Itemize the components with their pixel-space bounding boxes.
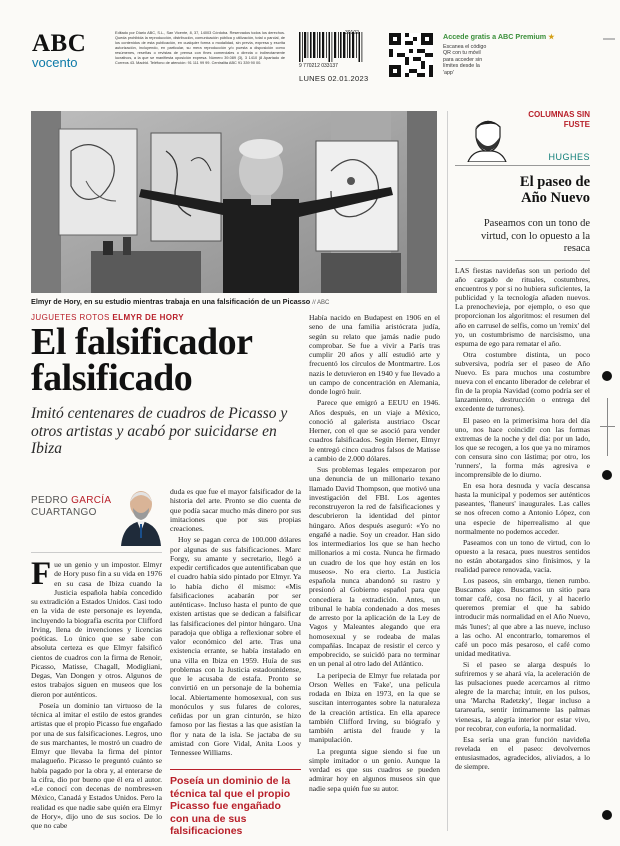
- article-paragraph-text: La pregunta sigue siendo si fue un simple imitador o un genio. Aunque la verdad es que sus cuadros se pueden admirar hoy en algunos museos sin que nadie sepa quién fue su autor.: [309, 746, 440, 793]
- main-photo: [31, 111, 437, 293]
- article-paragraph: [31, 701, 162, 831]
- premium-text: Escanea el código QR con tu móvil para acceder sin límites desde la 'app': [443, 44, 487, 76]
- article-paragraph: [31, 556, 162, 699]
- masthead: [0, 0, 620, 108]
- column-paragraph: [455, 538, 590, 574]
- column-paragraph-text: Los paseos, sin embargo, tienen rumbo. Buscamos algo. Buscamos un sitio para tomar café, cosa no fácil, y al hacerlo queremos premiar el que ha sabido introducir más normalidad en el Año Nuevo, más 'lunes'; al que abre a las nueve, incluso a las ocho. Al encontrarlo, tomaremos el café un poco más pesaroso, el café como unidad meditativa.: [455, 576, 590, 658]
- photo-caption-text: Elmyr de Hory, en su estudio mientras trabaja en una falsificación de un Picasso: [31, 297, 311, 306]
- rule: [455, 260, 590, 261]
- article-paragraph: [309, 398, 440, 463]
- article-paragraph: [309, 747, 440, 793]
- article-paragraph: [170, 535, 301, 757]
- photo-caption: [31, 297, 437, 306]
- rule: [170, 769, 301, 770]
- star-icon: ★: [548, 32, 555, 41]
- article-paragraph-text: Poseía un dominio tan virtuoso de la técnica al imitar el estilo de estos grandes artistas que el propio Picasso fue engañado por una de sus falsificaciones. Legros, uno de sus marchantes, le mostró un cuadro de Elmyr que llevaba la firma del pintor malagueño. Picasso le preguntó cuánto se había pagado por la obra y, al enterarse de la cifra, dio por bueno que él era el autor. «Le conocí con decenas de nombres»en México, Canadá y Estados Unidos. Pero la realidad es que nadie sabe quién era Elmyr de Hory», dijo uno de sus socios. De lo que no cabe: [31, 700, 162, 830]
- rule: [455, 165, 590, 166]
- column-paragraph-text: Esa sería una gran función navideña revelada en el paseo: devolvernos entusiasmados, agradecidos, aliviados, a lo de siempre.: [455, 734, 590, 771]
- abc-logo: ABC: [32, 30, 87, 57]
- column-paragraph-text: LAS fiestas navideñas son un periodo del año cargado de rituales, costumbres, encuentros y por si no hubiera suficientes, la publicidad y la tecnología añaden nuevos. La prenochevieja, por ejemplo, o eso que proporcionan los algoritmos: el resumen del año en carrusel de selfis, como un 'remix' del yo, un costumbrismo de narcisismo, una espuma de ego para rematar el año.: [455, 266, 590, 348]
- column-paragraph: [455, 576, 590, 658]
- kicker-grey: JUGUETES ROTOS: [31, 313, 110, 322]
- column-section-label: COLUMNAS SIN FUSTE: [528, 110, 590, 129]
- barcode-number: 9 770212 033137: [299, 63, 338, 69]
- issue-date: LUNES 02.01.2023: [299, 74, 369, 83]
- column-paragraph: [455, 735, 590, 771]
- article-paragraph: [309, 671, 440, 745]
- article-paragraph: [170, 487, 301, 533]
- photo-credit: // ABC: [312, 300, 330, 306]
- byline: [31, 495, 131, 519]
- legal-notice: Editado por Diario ABC, S.L., San Vicente, 8, 37, 14003 Córdoba. Reservados todos los derechos. Queda prohibida la reproducción, distribución, comunicación pública y utilización, total o parcial, de los contenidos de esta publicación, en cualquier forma o modalidad, sin previa, expresa y escrita autorización, incluyendo, en particular, su mera reproducción y/o puesta a disposición como resúmenes, reseñas o revistas de prensa con fines comerciales o directa o indirectamente lucrativos, a la que se manifiesta oposición expresa. Número 39.089 (3), 3 1410 (8 Apartado de Correos 43. Madrid. Teléfono de atención: 91 111 99 99. Centralita ABC 91 339 90 00.: [115, 31, 285, 65]
- column-paragraph-text: El paseo en la primerísima hora del día uno, nos hace coincidir con las formas extremas de la noche y del día: por un lado, los que se recogen, a los que ya no miramos con censura sino con lástima; por otro, los 'runners', la forma más agresiva e incomprensible de lo diurno.: [455, 415, 590, 480]
- premium-title: [443, 32, 555, 41]
- author-portrait: [119, 486, 163, 546]
- article-paragraph-text: Parece que emigró a EEUU en 1946. Años después, en un viaje a México, conoció al galerista austriaco Oscar Herner, con el que se asoció para vender cuadros falsificados. Según Herner, Elmyr le entregó cinco cuadros falsos de Matisse a cambio de 2.000 dólares.: [309, 398, 440, 463]
- margin-marks: [599, 0, 620, 846]
- dropcap: F: [31, 556, 52, 592]
- article-paragraph-text: ue un genio y un impostor. Elmyr de Hory puso fin a su vida en 1976 en su casa de Ibiza cuando la Justicia española había concedido su extradición a Estados Unidos. Casi todo en la vida de este personaje es leyenda, incluyendo la biografía escrita por Clifford Irving, llena de invenciones y licencias poéticas. Lo único que se sabe con absoluta certeza es que Elmyr falsificó cientos de cuadros con la firma de Renoir, Picasso, Matisse, Chagall, Modigliani, Degas, Van Dongen y otros. Algunos de estos trabajos siguen en museos que los dieron por auténticos.: [31, 560, 162, 699]
- article-paragraph-text: duda es que fue el mayor falsificador de la historia del arte. Pronto se dio cuenta de que podía sacar mucho más dinero por sus imitaciones que por sus propias creaciones.: [170, 487, 301, 533]
- column-body: [455, 266, 590, 773]
- column-paragraph: [455, 350, 590, 414]
- article-title: El falsificador falsificado: [31, 321, 252, 399]
- byline-first: PEDRO: [31, 495, 69, 506]
- column-subtitle: Paseamos con un tono de virtud, con lo opuesto a la resaca: [480, 218, 590, 254]
- column-paragraph: [455, 266, 590, 348]
- column-paragraph: [455, 481, 590, 536]
- column-paragraph: [455, 416, 590, 480]
- rule: [31, 552, 162, 553]
- article-deck: Imitó centenares de cuadros de Picasso y otros artistas y acabó por suicidarse en Ibiza: [31, 405, 288, 457]
- article-paragraph: [309, 465, 440, 669]
- registration-dot: [602, 371, 612, 381]
- column-paragraph-text: Si el paseo se alarga después lo sufriremos y se ahará vía, la aceleración de las pulsaciones puede acercarnos al ritmo alegre de la marcha; intuir, en los pulsos, una 'Marcha Radetzky', llegar incluso a tararearla, sentir íntimamente las palmas vienesas, la alegría interior por estar vivo, por recobrar, con euforia, la normalidad.: [455, 659, 590, 733]
- column-paragraph: [455, 660, 590, 733]
- column-divider: [447, 111, 448, 831]
- article-paragraph-text: Hoy se pagan cerca de 100.000 dólares por algunas de sus falsificaciones. Marc Forgy, su amante y secretario, llegó a expedir certificados que autentificaban que el cuadro había sido pintado por Elmyr. Ya lo había dicho él mismo: «Mis falsificaciones acabarán por ser auténticas». Incluso hasta el punto de que existen artistas que se dedican a falsificar las falsificaciones del pintor húngaro. Una paradoja que obliga a reflexionar sobre el valor económico del arte. Tras una existencia errante, se había instalado en una villa en Ibiza en 1959. Huía de sus problemas con la Justicia estadounidense, que le acusaba de estafa. Pronto se convirtió en un personaje de la bohemia local. Abiertamente homosexual, con sus monóculos y sus fulares de colores, ceñidas por un gran cinturón, se hizo famoso por las fiestas a las que asistían la flor y nata de la isla. Se jactaba de su amistad con Gore Vidal, Anita Loos y Tennessee Williams.: [170, 535, 301, 757]
- byline-last: GARCÍA: [71, 495, 112, 506]
- article-col-2: [170, 487, 301, 759]
- article-col-1: [31, 556, 162, 832]
- article-paragraph: [309, 313, 440, 396]
- kicker-red: ELMYR DE HORY: [112, 313, 184, 322]
- pull-quote: Poseía un dominio de la técnica tal que el propio Picasso fue engañado con una de sus falsificaciones: [170, 775, 291, 837]
- qr-code[interactable]: [389, 33, 433, 77]
- registration-dot: [602, 470, 612, 480]
- column-paragraph-text: Otra costumbre distinta, un poco subversiva, podría ser el paseo de Año Nuevo. Es para muchos una costumbre nueva con el encanto liberador de celebrar el fin de la propia Navidad (como podría ser el lanzamiento, destrucción o entrega del excedente de turrones).: [455, 349, 590, 414]
- barcode-side-number: 30102: [345, 30, 359, 36]
- premium-title-text: Accede gratis a ABC Premium: [443, 32, 547, 41]
- column-title: El paseo de Año Nuevo: [519, 174, 590, 206]
- article-paragraph-text: La peripecia de Elmyr fue relatada por Orson Welles en 'Fake', una película rodada en Ibiza en 1973, en la que se suscitan interrogantes sobre la naturaleza de la creación artística. En ella aparece también Clifford Irving, su biógrafo y también artista del fraude y la manipulación.: [309, 670, 440, 745]
- column-author: HUGHES: [548, 152, 590, 162]
- article-paragraph-text: Sus problemas legales empezaron por una denuncia de un millonario texano llamado David Thompson, que motivó una investigación del FBI. Los agentes reconstruyeron la red de falsificaciones y descubrieron la identidad del pintor húngaro. Años después aseguró: «Yo no engañé a nadie. Soy un creador. Han sido los intermediarios los que se han hecho millonarios a mi costa. Nunca he firmado un cuadro de los que hoy están en los museos». No era cierto. La Justicia española nunca abandonó su rastro y presionó al Gobierno español para que concediera la extradición. Antes, un tribunal le había condenado a dos meses de arresto por la aplicación de la Ley de Vagos y Maleantes alegando que era homosexual y se rodeaba de malas compañías. Incapaz de resistir el cerco y empobrecido, se suicidó para no terminar en un penal al otro lado del Atlántico.: [309, 465, 440, 669]
- barcode: [299, 32, 377, 72]
- vocento-logo: vocento: [32, 55, 78, 70]
- article-paragraph-text: Había nacido en Budapest en 1906 en el seno de una familia aristócrata judía, según su relato que jamás nadie pudo comprobar. Se fue a vivir a París tras cumplir 20 años y allí estudió arte y frecuentó los círculos de Montmartre. Los nazis le detuvieron en 1940 y fue llevado a un campo de concentración en Alemania, donde logró huir.: [309, 313, 440, 396]
- column-paragraph-text: En esa hora desnuda y vacía descansa hasta la municipal y podemos ser auténticos paseantes, 'flaneurs' inaugurales. Las calles se nos ofrecen como a Antonio López, con una especie de hiperrealismo al que normalmente no podemos acceder.: [455, 481, 590, 536]
- byline-line1: [31, 495, 131, 507]
- article-col-3: [309, 313, 440, 795]
- byline-surname2: CUARTANGO: [31, 507, 97, 518]
- column-paragraph-text: Paseamos con un tono de virtud, con lo opuesto a la resaca, pues nuestros sentidos no están abotargados sino finísimos, y la realidad parece renovada, vacía.: [455, 537, 590, 574]
